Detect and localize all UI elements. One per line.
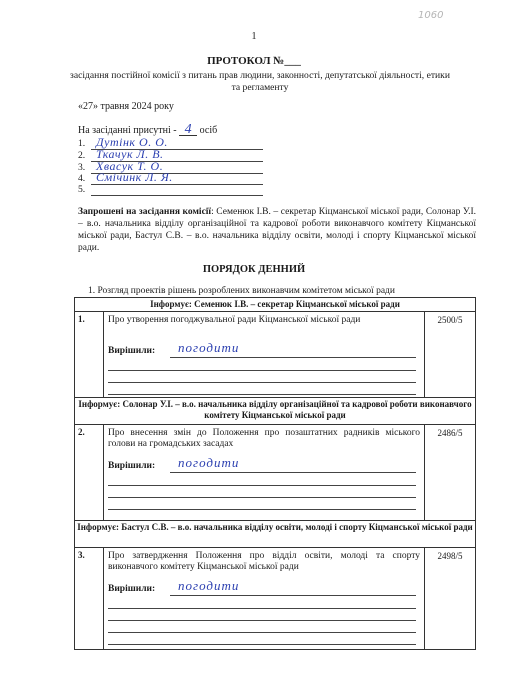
decision-handwritten: погодити bbox=[178, 340, 240, 355]
decision-line bbox=[108, 455, 240, 471]
item-topic: Про внесення змін до Положення про позаштатних радників міського голови на громадських засадах bbox=[108, 428, 420, 449]
attendance-count: 4 bbox=[179, 125, 197, 136]
ruled-line bbox=[108, 632, 416, 633]
member-number: 2. bbox=[78, 150, 86, 161]
item-number: 2. bbox=[75, 425, 104, 521]
item-body bbox=[104, 425, 425, 521]
ruled-line bbox=[170, 595, 416, 596]
item-topic: Про затвердження Положення про відділ освіти, молоді та спорту виконавчого комітету Кіцманської міської ради bbox=[108, 551, 420, 572]
meeting-date: «27» травня 2024 року bbox=[78, 101, 174, 112]
decision-line bbox=[108, 340, 240, 356]
ruled-line bbox=[108, 644, 416, 645]
item-number: 3. bbox=[75, 548, 104, 650]
invited-paragraph bbox=[78, 206, 476, 254]
page-number: 1 bbox=[251, 31, 257, 42]
ruled-line bbox=[108, 394, 416, 395]
signature-line bbox=[91, 184, 263, 185]
member-number: 5. bbox=[78, 184, 86, 195]
ruled-line bbox=[170, 357, 416, 358]
member-row bbox=[78, 170, 173, 184]
invited-label: Запрошені на засідання комісії bbox=[78, 207, 212, 217]
decided-label: Вирішили: bbox=[108, 584, 156, 594]
decision-handwritten: погодити bbox=[178, 578, 240, 593]
speaker-header: Інформує: Бастул С.В. – в.о. начальника відділу освіти, молоді і спорту Кіцманської міської ради bbox=[75, 521, 476, 548]
ruled-line bbox=[108, 370, 416, 371]
corner-handwritten-note: 1060 bbox=[418, 10, 444, 21]
agenda-heading: ПОРЯДОК ДЕННИЙ bbox=[202, 264, 306, 275]
speaker-header: Інформує: Солонар У.І. – в.о. начальника відділу організаційної та кадрової роботи виконавчого комітету Кіцманської міської ради bbox=[75, 398, 476, 425]
ruled-line bbox=[108, 620, 416, 621]
decided-label: Вирішили: bbox=[108, 346, 156, 356]
ruled-line bbox=[108, 382, 416, 383]
ruled-line bbox=[108, 509, 416, 510]
invited-text: : Семенюк І.В. – секретар Кіцманської міської ради, Солонар У.І. – в.о. начальника відділу організаційної та кадрової роботи виконавчого комітету Кіцманської міської ради, Бастул С.В. – в.о. начальника відділу освіти, молоді і спорту Кіцманської міської ради. bbox=[78, 207, 477, 253]
member-signature: Ткачук Л. В. bbox=[96, 147, 164, 161]
draft-code: 2498/5 bbox=[425, 548, 476, 650]
member-number: 3. bbox=[78, 162, 86, 173]
document-subtitle: засідання постійної комісії з питань прав людини, законності, депутатської діяльності, етики та регламенту bbox=[70, 70, 450, 93]
member-row bbox=[78, 184, 90, 195]
speaker-header: Інформує: Семенюк І.В. – секретар Кіцманської міської ради bbox=[75, 298, 476, 312]
agenda-item-1: 1. Розгляд проектів рішень розроблених виконавчим комітетом міської ради bbox=[88, 286, 395, 296]
document-title: ПРОТОКОЛ №___ bbox=[207, 55, 301, 67]
ruled-line bbox=[108, 485, 416, 486]
member-number: 1. bbox=[78, 138, 86, 149]
member-row bbox=[78, 135, 168, 149]
member-signature: Дутінк О. О. bbox=[96, 135, 168, 149]
decision-line bbox=[108, 578, 240, 594]
member-row bbox=[78, 159, 164, 173]
draft-code: 2500/5 bbox=[425, 312, 476, 398]
item-topic: Про утворення погоджувальної ради Кіцманської міської ради bbox=[108, 315, 361, 325]
signature-line bbox=[91, 195, 263, 196]
agenda-table bbox=[74, 297, 476, 650]
ruled-line bbox=[108, 608, 416, 609]
item-number: 1. bbox=[75, 312, 104, 398]
item-body bbox=[104, 548, 425, 650]
member-signature: Хвасук Т. О. bbox=[96, 159, 164, 173]
member-number: 4. bbox=[78, 173, 86, 184]
item-body bbox=[104, 312, 425, 398]
decision-handwritten: погодити bbox=[178, 455, 240, 470]
ruled-line bbox=[108, 497, 416, 498]
member-row bbox=[78, 147, 164, 161]
attendance-unit: осіб bbox=[199, 125, 218, 136]
member-signature: Смічинк Л. Я. bbox=[96, 170, 173, 184]
draft-code: 2486/5 bbox=[425, 425, 476, 521]
attendance-label: На засіданні присутні - bbox=[78, 125, 177, 136]
decided-label: Вирішили: bbox=[108, 461, 156, 471]
ruled-line bbox=[170, 472, 416, 473]
